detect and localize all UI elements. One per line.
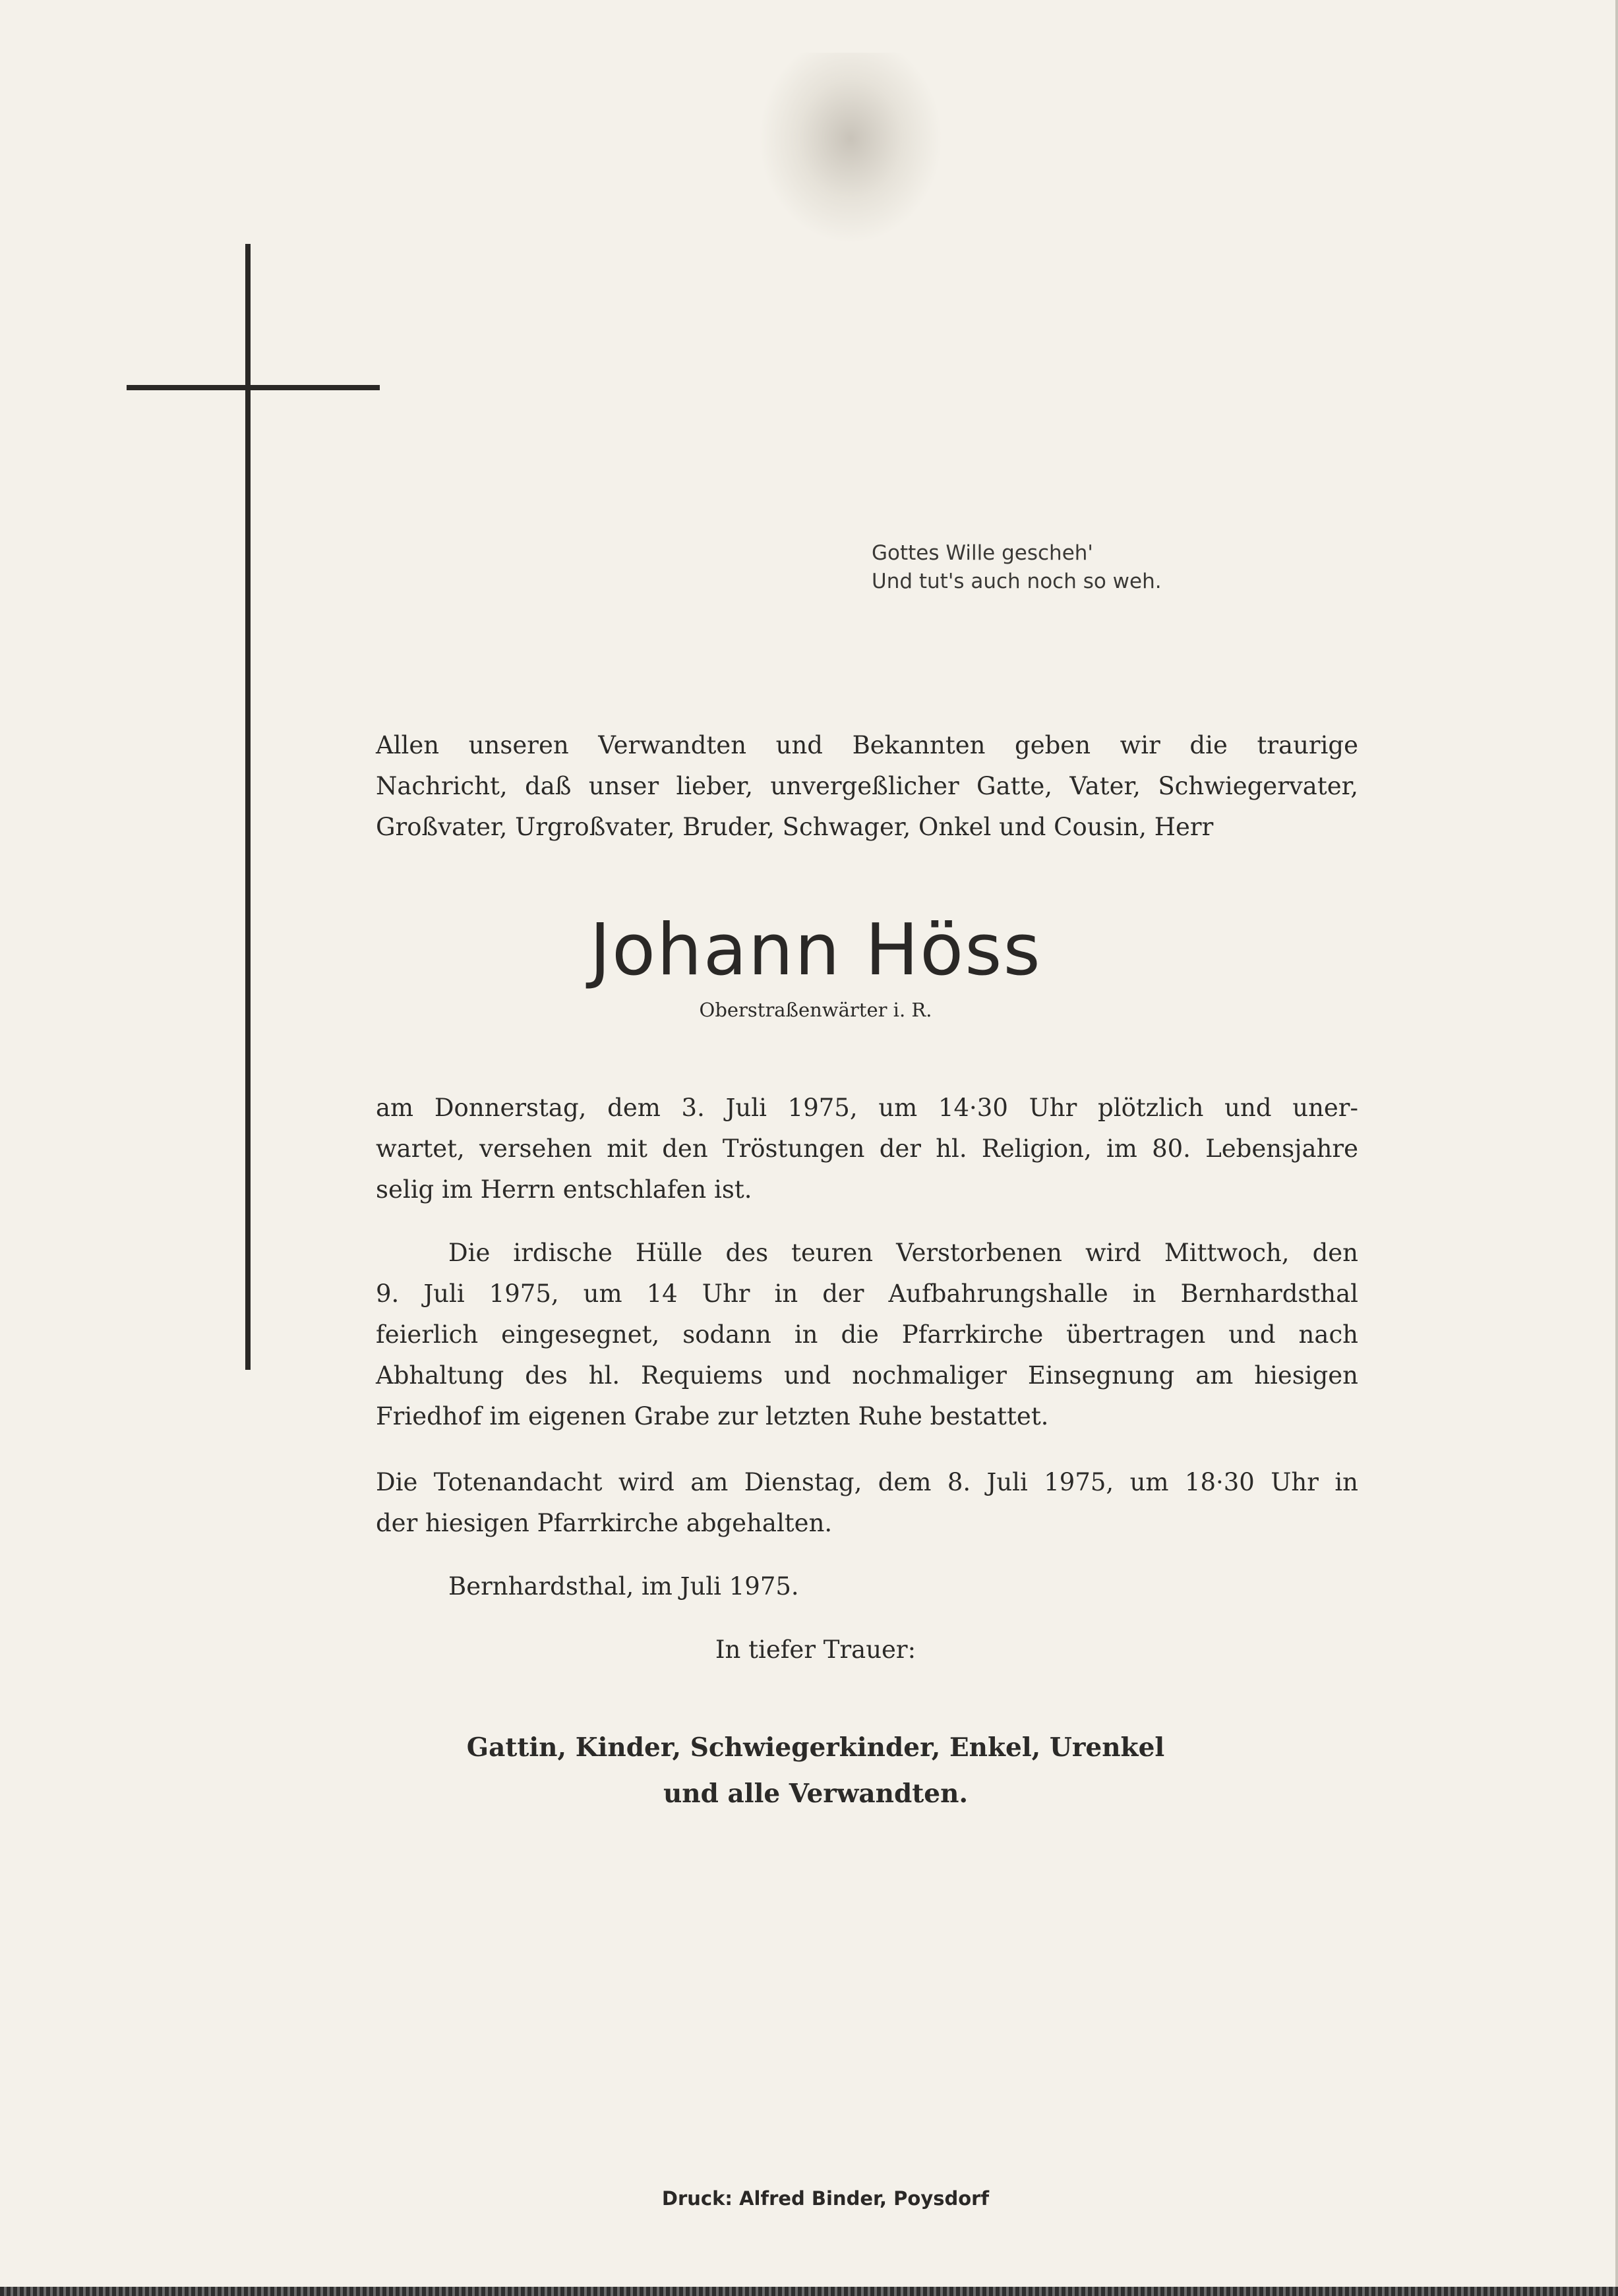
- printer-credit: Druck: Alfred Binder, Poysdorf: [661, 2187, 990, 2210]
- motto-line-2: Und tut's auch noch so weh.: [872, 570, 1162, 593]
- intro-line-2: Nachricht, daß unser lieber, unvergeßlicher Gatte, Vater, Schwiegervater,: [376, 772, 1358, 800]
- death-paragraph: [376, 1088, 1358, 1210]
- deceased-title: Oberstraßenwärter i. R.: [699, 999, 932, 1021]
- death-line-3: selig im Herrn entschlafen ist.: [376, 1175, 752, 1204]
- cross-horizontal-bar: [127, 385, 380, 390]
- intro-line-1: Allen unseren Verwandten und Bekannten geben wir die traurige: [376, 731, 1358, 759]
- funeral-line-2: 9. Juli 1975, um 14 Uhr in der Aufbahrungshalle in Bernhardsthal: [376, 1280, 1358, 1308]
- place-date: Bernhardsthal, im Juli 1975.: [448, 1572, 799, 1601]
- mourning-line: In tiefer Trauer:: [715, 1635, 916, 1664]
- paper-stain: [758, 53, 943, 244]
- motto: [872, 539, 1162, 596]
- intro-line-3: Großvater, Urgroßvater, Bruder, Schwager, Onkel und Cousin, Herr: [376, 813, 1214, 841]
- funeral-line-5: Friedhof im eigenen Grabe zur letzten Ruhe bestattet.: [376, 1402, 1049, 1430]
- cross-vertical-bar: [245, 244, 251, 1370]
- deceased-name: Johann Höss: [589, 909, 1042, 991]
- prayer-line-2: der hiesigen Pfarrkirche abgehalten.: [376, 1509, 833, 1537]
- prayer-line-1: Die Totenandacht wird am Dienstag, dem 8. Juli 1975, um 18·30 Uhr in: [376, 1468, 1358, 1496]
- signers-line-1: Gattin, Kinder, Schwiegerkinder, Enkel, Urenkel: [466, 1732, 1165, 1763]
- signers: [0, 1724, 1618, 1817]
- death-line-1: am Donnerstag, dem 3. Juli 1975, um 14·30 Uhr plötzlich und uner-: [376, 1094, 1358, 1122]
- prayer-paragraph: [376, 1462, 1358, 1544]
- funeral-line-3: feierlich eingesegnet, sodann in die Pfarrkirche übertragen und nach: [376, 1320, 1358, 1349]
- funeral-paragraph: [376, 1233, 1358, 1437]
- funeral-line-4: Abhaltung des hl. Requiems und nochmaliger Einsegnung am hiesigen: [376, 1361, 1358, 1390]
- signers-line-2: und alle Verwandten.: [663, 1779, 969, 1809]
- death-line-2: wartet, versehen mit den Tröstungen der hl. Religion, im 80. Lebensjahre: [376, 1134, 1358, 1163]
- scan-edge-bottom: [0, 2287, 1618, 2296]
- funeral-line-1: Die irdische Hülle des teuren Verstorbenen wird Mittwoch, den: [448, 1239, 1358, 1267]
- intro-paragraph: [376, 725, 1358, 848]
- motto-line-1: Gottes Wille gescheh': [872, 541, 1093, 565]
- scan-edge-right: [1615, 0, 1618, 2296]
